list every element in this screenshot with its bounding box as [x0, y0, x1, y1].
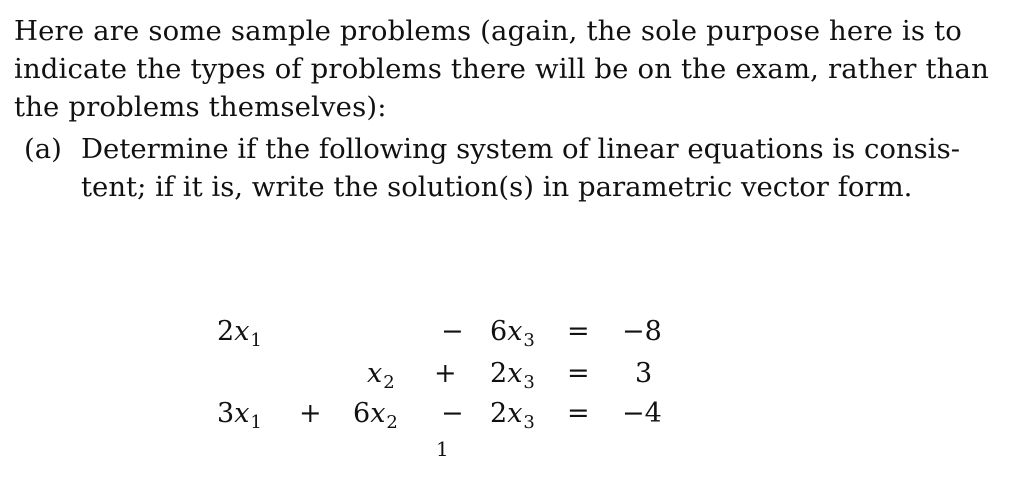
problem-a-line: tent; if it is, write the solution(s) in parametric vector form.: [81, 171, 913, 203]
page-number: 1: [436, 437, 449, 461]
eq2-term-x2: $x_2$: [367, 358, 395, 393]
eq2-operator-2: +: [434, 358, 457, 389]
eq3-operator-2: −: [441, 398, 464, 429]
eq1-term-x1: $2x_1$: [217, 316, 262, 351]
eq2-equals: =: [567, 358, 590, 389]
eq3-equals: =: [567, 398, 590, 429]
eq3-term-x2: $6x_2$: [353, 398, 398, 433]
intro-line: indicate the types of problems there will be on the exam, rather than: [14, 53, 989, 85]
eq3-operator-1: +: [299, 398, 322, 429]
eq1-equals: =: [567, 316, 590, 347]
problem-a-text: [81, 130, 960, 206]
eq3-rhs: −4: [622, 398, 662, 429]
problem-a-label: (a): [24, 133, 62, 165]
eq2-term-x3: $2x_3$: [490, 358, 535, 393]
eq3-term-x1: $3x_1$: [217, 398, 262, 433]
eq1-term-x3: $6x_3$: [490, 316, 535, 351]
eq1-operator-2: −: [441, 316, 464, 347]
eq1-rhs: −8: [622, 316, 662, 347]
linear-system: [205, 313, 685, 433]
eq2-rhs: 3: [635, 358, 653, 389]
intro-paragraph: [14, 12, 1004, 126]
intro-line: Here are some sample problems (again, the sole purpose here is to: [14, 15, 962, 47]
intro-line: the problems themselves):: [14, 91, 387, 123]
problem-a-line: Determine if the following system of linear equations is consis-: [81, 133, 960, 165]
eq3-term-x3: $2x_3$: [490, 398, 535, 433]
